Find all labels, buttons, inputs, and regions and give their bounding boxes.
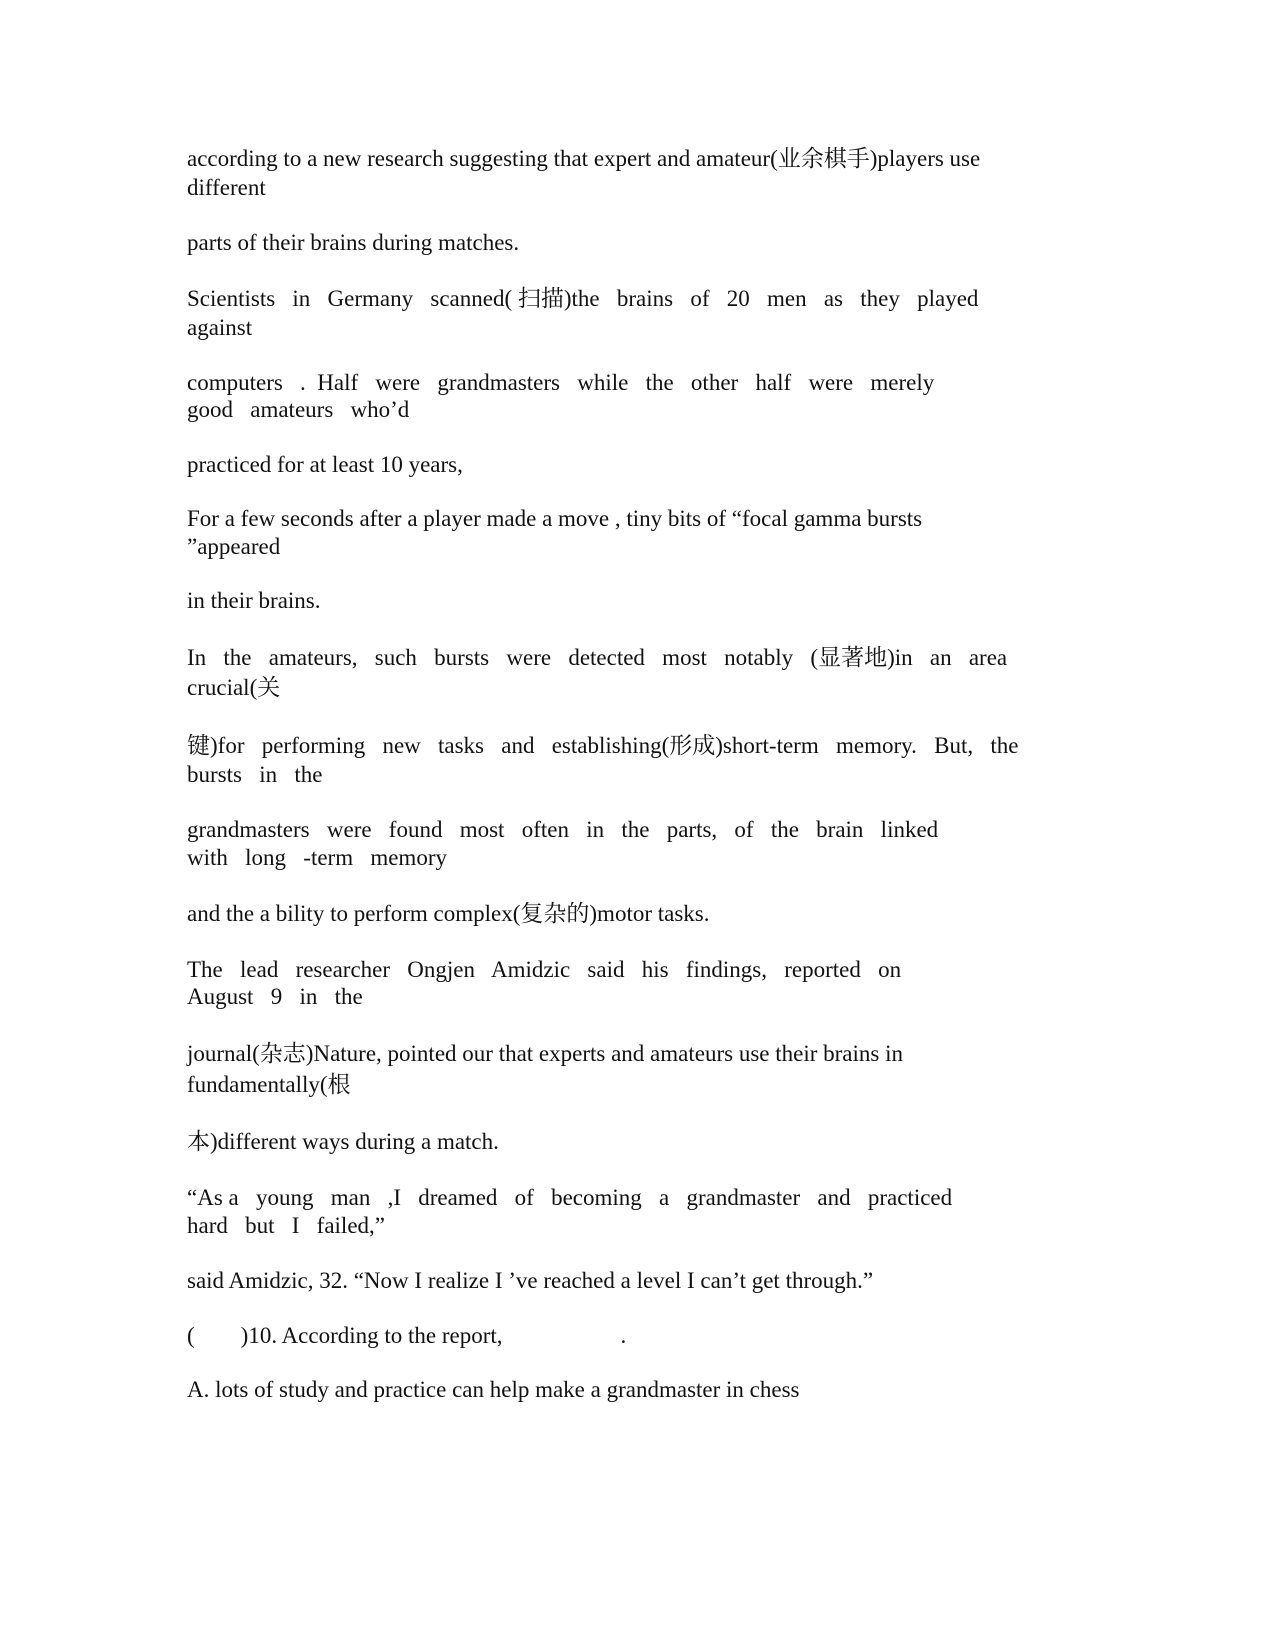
question-text: )10. According to the report, (240, 1323, 503, 1348)
text-line: grandmasters were found most often in the parts, of the brain linked (187, 817, 939, 842)
text-line: fundamentally(根 (187, 1072, 351, 1097)
text-line: crucial(关 (187, 675, 281, 700)
text-line: The lead researcher Ongjen Amidzic said his findings, reported on (187, 957, 902, 982)
document-page (187, 0, 1147, 1650)
text-line: 本)different ways during a match. (187, 1129, 499, 1154)
text-line: Scientists in Germany scanned( 扫描)the brains of 20 men as they played (187, 286, 979, 311)
text-line: against (187, 315, 253, 340)
question-paren-open: ( (187, 1323, 195, 1348)
text-line: hard but I failed,” (187, 1213, 385, 1238)
text-line: 键)for performing new tasks and establishing(形成)short-term memory. But, the (187, 733, 1019, 758)
text-line: computers . Half were grandmasters while the other half were merely (187, 370, 935, 395)
option-a: A. lots of study and practice can help make a grandmaster in chess (187, 1377, 800, 1402)
text-line: bursts in the (187, 762, 323, 787)
text-line: good amateurs who’d (187, 397, 410, 422)
question-end-mark: . (620, 1323, 627, 1348)
text-line: practiced for at least 10 years, (187, 452, 463, 477)
text-line: different (187, 175, 266, 200)
text-line: with long -term memory (187, 845, 447, 870)
text-line: according to a new research suggesting that expert and amateur(业余棋手)players use (187, 146, 981, 171)
text-line: For a few seconds after a player made a move , tiny bits of “focal gamma bursts (187, 506, 923, 531)
text-line: In the amateurs, such bursts were detected most notably (显著地)in an area (187, 645, 1008, 670)
text-line: and the a bility to perform complex(复杂的)motor tasks. (187, 901, 710, 926)
text-line: journal(杂志)Nature, pointed our that experts and amateurs use their brains in (187, 1041, 903, 1066)
text-line: ”appeared (187, 534, 281, 559)
text-line: “As a young man ,I dreamed of becoming a grandmaster and practiced (187, 1185, 953, 1210)
text-line: in their brains. (187, 588, 321, 613)
text-line: said Amidzic, 32. “Now I realize I ’ve reached a level I can’t get through.” (187, 1268, 874, 1293)
question-line (187, 1321, 626, 1351)
text-line: parts of their brains during matches. (187, 230, 520, 255)
text-line: August 9 in the (187, 984, 363, 1009)
